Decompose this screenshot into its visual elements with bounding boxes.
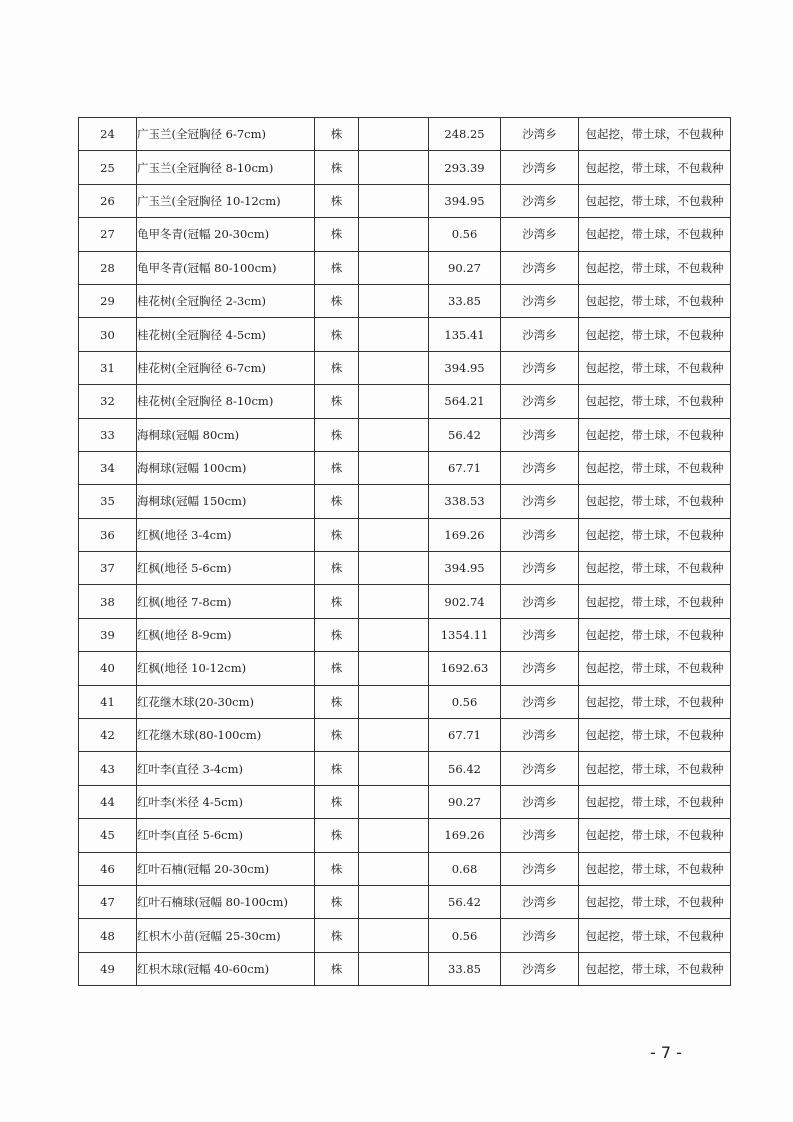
remark-cell: 包起挖，带土球，不包栽种 — [579, 819, 731, 852]
table-row — [79, 618, 731, 651]
row-number-cell: 42 — [79, 719, 137, 752]
item-name-cell: 广玉兰(全冠胸径 8-10cm) — [137, 151, 315, 184]
item-name-cell: 红枳木小苗(冠幅 25-30cm) — [137, 919, 315, 952]
item-name-cell: 红叶李(直径 5-6cm) — [137, 819, 315, 852]
row-number-cell: 43 — [79, 752, 137, 785]
remark-cell: 包起挖，带土球，不包栽种 — [579, 418, 731, 451]
unit-price-cell: 902.74 — [429, 585, 501, 618]
table-row — [79, 585, 731, 618]
blank-cell-cell — [359, 618, 429, 651]
item-name-cell: 红枫(地径 7-8cm) — [137, 585, 315, 618]
row-number-cell: 46 — [79, 852, 137, 885]
remark-cell: 包起挖，带土球，不包栽种 — [579, 719, 731, 752]
row-number-cell: 28 — [79, 251, 137, 284]
area-cell: 沙湾乡 — [501, 552, 579, 585]
row-number-cell: 32 — [79, 385, 137, 418]
price-table — [78, 117, 731, 986]
area-cell: 沙湾乡 — [501, 385, 579, 418]
area-cell: 沙湾乡 — [501, 885, 579, 918]
remark-cell: 包起挖，带土球，不包栽种 — [579, 451, 731, 484]
table-row — [79, 184, 731, 217]
blank-cell-cell — [359, 151, 429, 184]
blank-cell-cell — [359, 284, 429, 317]
remark-cell: 包起挖，带土球，不包栽种 — [579, 618, 731, 651]
row-number-cell: 48 — [79, 919, 137, 952]
area-cell: 沙湾乡 — [501, 251, 579, 284]
remark-cell: 包起挖，带土球，不包栽种 — [579, 118, 731, 151]
remark-cell: 包起挖，带土球，不包栽种 — [579, 885, 731, 918]
blank-cell-cell — [359, 118, 429, 151]
area-cell: 沙湾乡 — [501, 952, 579, 985]
unit-price-cell: 169.26 — [429, 518, 501, 551]
table-row — [79, 952, 731, 985]
row-number-cell: 44 — [79, 785, 137, 818]
unit-price-cell: 90.27 — [429, 251, 501, 284]
blank-cell-cell — [359, 852, 429, 885]
unit-cell: 株 — [315, 752, 359, 785]
unit-price-cell: 394.95 — [429, 184, 501, 217]
area-cell: 沙湾乡 — [501, 819, 579, 852]
remark-cell: 包起挖，带土球，不包栽种 — [579, 485, 731, 518]
remark-cell: 包起挖，带土球，不包栽种 — [579, 785, 731, 818]
row-number-cell: 49 — [79, 952, 137, 985]
blank-cell-cell — [359, 451, 429, 484]
item-name-cell: 红叶石楠球(冠幅 80-100cm) — [137, 885, 315, 918]
area-cell: 沙湾乡 — [501, 685, 579, 718]
table-row — [79, 351, 731, 384]
item-name-cell: 红花继木球(20-30cm) — [137, 685, 315, 718]
unit-cell: 株 — [315, 418, 359, 451]
page-number: - 7 - — [650, 1043, 682, 1062]
area-cell: 沙湾乡 — [501, 585, 579, 618]
item-name-cell: 海桐球(冠幅 150cm) — [137, 485, 315, 518]
area-cell: 沙湾乡 — [501, 719, 579, 752]
unit-cell: 株 — [315, 885, 359, 918]
blank-cell-cell — [359, 552, 429, 585]
unit-price-cell: 56.42 — [429, 418, 501, 451]
row-number-cell: 25 — [79, 151, 137, 184]
unit-price-cell: 338.53 — [429, 485, 501, 518]
area-cell: 沙湾乡 — [501, 652, 579, 685]
item-name-cell: 红枳木球(冠幅 40-60cm) — [137, 952, 315, 985]
unit-price-cell: 135.41 — [429, 318, 501, 351]
area-cell: 沙湾乡 — [501, 284, 579, 317]
blank-cell-cell — [359, 952, 429, 985]
table-row — [79, 552, 731, 585]
table-row — [79, 451, 731, 484]
blank-cell-cell — [359, 752, 429, 785]
remark-cell: 包起挖，带土球，不包栽种 — [579, 919, 731, 952]
unit-cell: 株 — [315, 785, 359, 818]
unit-price-cell: 67.71 — [429, 451, 501, 484]
row-number-cell: 30 — [79, 318, 137, 351]
remark-cell: 包起挖，带土球，不包栽种 — [579, 251, 731, 284]
table-row — [79, 518, 731, 551]
item-name-cell: 红花继木球(80-100cm) — [137, 719, 315, 752]
row-number-cell: 45 — [79, 819, 137, 852]
unit-cell: 株 — [315, 151, 359, 184]
remark-cell: 包起挖，带土球，不包栽种 — [579, 284, 731, 317]
blank-cell-cell — [359, 652, 429, 685]
table-row — [79, 385, 731, 418]
unit-price-cell: 0.56 — [429, 685, 501, 718]
unit-cell: 株 — [315, 318, 359, 351]
unit-cell: 株 — [315, 952, 359, 985]
remark-cell: 包起挖，带土球，不包栽种 — [579, 518, 731, 551]
unit-cell: 株 — [315, 652, 359, 685]
blank-cell-cell — [359, 418, 429, 451]
row-number-cell: 29 — [79, 284, 137, 317]
item-name-cell: 桂花树(全冠胸径 8-10cm) — [137, 385, 315, 418]
blank-cell-cell — [359, 819, 429, 852]
area-cell: 沙湾乡 — [501, 351, 579, 384]
table-row — [79, 785, 731, 818]
row-number-cell: 33 — [79, 418, 137, 451]
blank-cell-cell — [359, 251, 429, 284]
unit-cell: 株 — [315, 218, 359, 251]
unit-cell: 株 — [315, 485, 359, 518]
blank-cell-cell — [359, 719, 429, 752]
item-name-cell: 红叶石楠(冠幅 20-30cm) — [137, 852, 315, 885]
area-cell: 沙湾乡 — [501, 418, 579, 451]
unit-cell: 株 — [315, 552, 359, 585]
table-row — [79, 652, 731, 685]
remark-cell: 包起挖，带土球，不包栽种 — [579, 585, 731, 618]
remark-cell: 包起挖，带土球，不包栽种 — [579, 184, 731, 217]
remark-cell: 包起挖，带土球，不包栽种 — [579, 552, 731, 585]
unit-cell: 株 — [315, 819, 359, 852]
area-cell: 沙湾乡 — [501, 184, 579, 217]
remark-cell: 包起挖，带土球，不包栽种 — [579, 351, 731, 384]
unit-cell: 株 — [315, 618, 359, 651]
unit-cell: 株 — [315, 385, 359, 418]
remark-cell: 包起挖，带土球，不包栽种 — [579, 385, 731, 418]
area-cell: 沙湾乡 — [501, 451, 579, 484]
unit-cell: 株 — [315, 184, 359, 217]
area-cell: 沙湾乡 — [501, 785, 579, 818]
table-row — [79, 284, 731, 317]
item-name-cell: 桂花树(全冠胸径 4-5cm) — [137, 318, 315, 351]
row-number-cell: 36 — [79, 518, 137, 551]
row-number-cell: 41 — [79, 685, 137, 718]
blank-cell-cell — [359, 218, 429, 251]
blank-cell-cell — [359, 685, 429, 718]
row-number-cell: 27 — [79, 218, 137, 251]
item-name-cell: 海桐球(冠幅 100cm) — [137, 451, 315, 484]
blank-cell-cell — [359, 885, 429, 918]
remark-cell: 包起挖，带土球，不包栽种 — [579, 218, 731, 251]
blank-cell-cell — [359, 318, 429, 351]
unit-price-cell: 293.39 — [429, 151, 501, 184]
table-row — [79, 919, 731, 952]
item-name-cell: 龟甲冬青(冠幅 20-30cm) — [137, 218, 315, 251]
remark-cell: 包起挖，带土球，不包栽种 — [579, 752, 731, 785]
unit-cell: 株 — [315, 852, 359, 885]
unit-price-cell: 33.85 — [429, 284, 501, 317]
item-name-cell: 广玉兰(全冠胸径 10-12cm) — [137, 184, 315, 217]
remark-cell: 包起挖，带土球，不包栽种 — [579, 685, 731, 718]
remark-cell: 包起挖，带土球，不包栽种 — [579, 952, 731, 985]
row-number-cell: 39 — [79, 618, 137, 651]
table-row — [79, 719, 731, 752]
area-cell: 沙湾乡 — [501, 218, 579, 251]
row-number-cell: 38 — [79, 585, 137, 618]
area-cell: 沙湾乡 — [501, 118, 579, 151]
table-row — [79, 418, 731, 451]
unit-cell: 株 — [315, 284, 359, 317]
table-row — [79, 885, 731, 918]
table-row — [79, 685, 731, 718]
remark-cell: 包起挖，带土球，不包栽种 — [579, 652, 731, 685]
unit-cell: 株 — [315, 719, 359, 752]
unit-cell: 株 — [315, 351, 359, 384]
blank-cell-cell — [359, 785, 429, 818]
row-number-cell: 24 — [79, 118, 137, 151]
area-cell: 沙湾乡 — [501, 618, 579, 651]
table-row — [79, 485, 731, 518]
blank-cell-cell — [359, 485, 429, 518]
item-name-cell: 桂花树(全冠胸径 2-3cm) — [137, 284, 315, 317]
table-row — [79, 251, 731, 284]
unit-price-cell: 0.56 — [429, 218, 501, 251]
row-number-cell: 40 — [79, 652, 137, 685]
unit-cell: 株 — [315, 451, 359, 484]
row-number-cell: 26 — [79, 184, 137, 217]
unit-price-cell: 248.25 — [429, 118, 501, 151]
item-name-cell: 海桐球(冠幅 80cm) — [137, 418, 315, 451]
item-name-cell: 红叶李(直径 3-4cm) — [137, 752, 315, 785]
table-row — [79, 752, 731, 785]
item-name-cell: 红枫(地径 3-4cm) — [137, 518, 315, 551]
item-name-cell: 广玉兰(全冠胸径 6-7cm) — [137, 118, 315, 151]
row-number-cell: 37 — [79, 552, 137, 585]
area-cell: 沙湾乡 — [501, 518, 579, 551]
unit-price-cell: 56.42 — [429, 752, 501, 785]
area-cell: 沙湾乡 — [501, 318, 579, 351]
remark-cell: 包起挖，带土球，不包栽种 — [579, 318, 731, 351]
unit-cell: 株 — [315, 118, 359, 151]
row-number-cell: 35 — [79, 485, 137, 518]
item-name-cell: 龟甲冬青(冠幅 80-100cm) — [137, 251, 315, 284]
row-number-cell: 47 — [79, 885, 137, 918]
table-row — [79, 852, 731, 885]
table-row — [79, 318, 731, 351]
unit-cell: 株 — [315, 251, 359, 284]
table-row — [79, 118, 731, 151]
unit-price-cell: 0.68 — [429, 852, 501, 885]
remark-cell: 包起挖，带土球，不包栽种 — [579, 151, 731, 184]
blank-cell-cell — [359, 385, 429, 418]
unit-cell: 株 — [315, 518, 359, 551]
unit-price-cell: 67.71 — [429, 719, 501, 752]
blank-cell-cell — [359, 585, 429, 618]
table-row — [79, 151, 731, 184]
item-name-cell: 红枫(地径 10-12cm) — [137, 652, 315, 685]
row-number-cell: 34 — [79, 451, 137, 484]
area-cell: 沙湾乡 — [501, 151, 579, 184]
unit-price-cell: 394.95 — [429, 351, 501, 384]
table-body — [79, 118, 731, 986]
unit-price-cell: 564.21 — [429, 385, 501, 418]
item-name-cell: 桂花树(全冠胸径 6-7cm) — [137, 351, 315, 384]
table-row — [79, 218, 731, 251]
row-number-cell: 31 — [79, 351, 137, 384]
item-name-cell: 红叶李(米径 4-5cm) — [137, 785, 315, 818]
area-cell: 沙湾乡 — [501, 919, 579, 952]
unit-price-cell: 33.85 — [429, 952, 501, 985]
unit-price-cell: 394.95 — [429, 552, 501, 585]
remark-cell: 包起挖，带土球，不包栽种 — [579, 852, 731, 885]
unit-cell: 株 — [315, 585, 359, 618]
unit-price-cell: 169.26 — [429, 819, 501, 852]
blank-cell-cell — [359, 351, 429, 384]
area-cell: 沙湾乡 — [501, 485, 579, 518]
unit-price-cell: 56.42 — [429, 885, 501, 918]
unit-cell: 株 — [315, 685, 359, 718]
unit-price-cell: 1354.11 — [429, 618, 501, 651]
unit-price-cell: 0.56 — [429, 919, 501, 952]
table-row — [79, 819, 731, 852]
unit-cell: 株 — [315, 919, 359, 952]
blank-cell-cell — [359, 919, 429, 952]
item-name-cell: 红枫(地径 8-9cm) — [137, 618, 315, 651]
area-cell: 沙湾乡 — [501, 852, 579, 885]
item-name-cell: 红枫(地径 5-6cm) — [137, 552, 315, 585]
unit-price-cell: 90.27 — [429, 785, 501, 818]
blank-cell-cell — [359, 184, 429, 217]
blank-cell-cell — [359, 518, 429, 551]
unit-price-cell: 1692.63 — [429, 652, 501, 685]
area-cell: 沙湾乡 — [501, 752, 579, 785]
